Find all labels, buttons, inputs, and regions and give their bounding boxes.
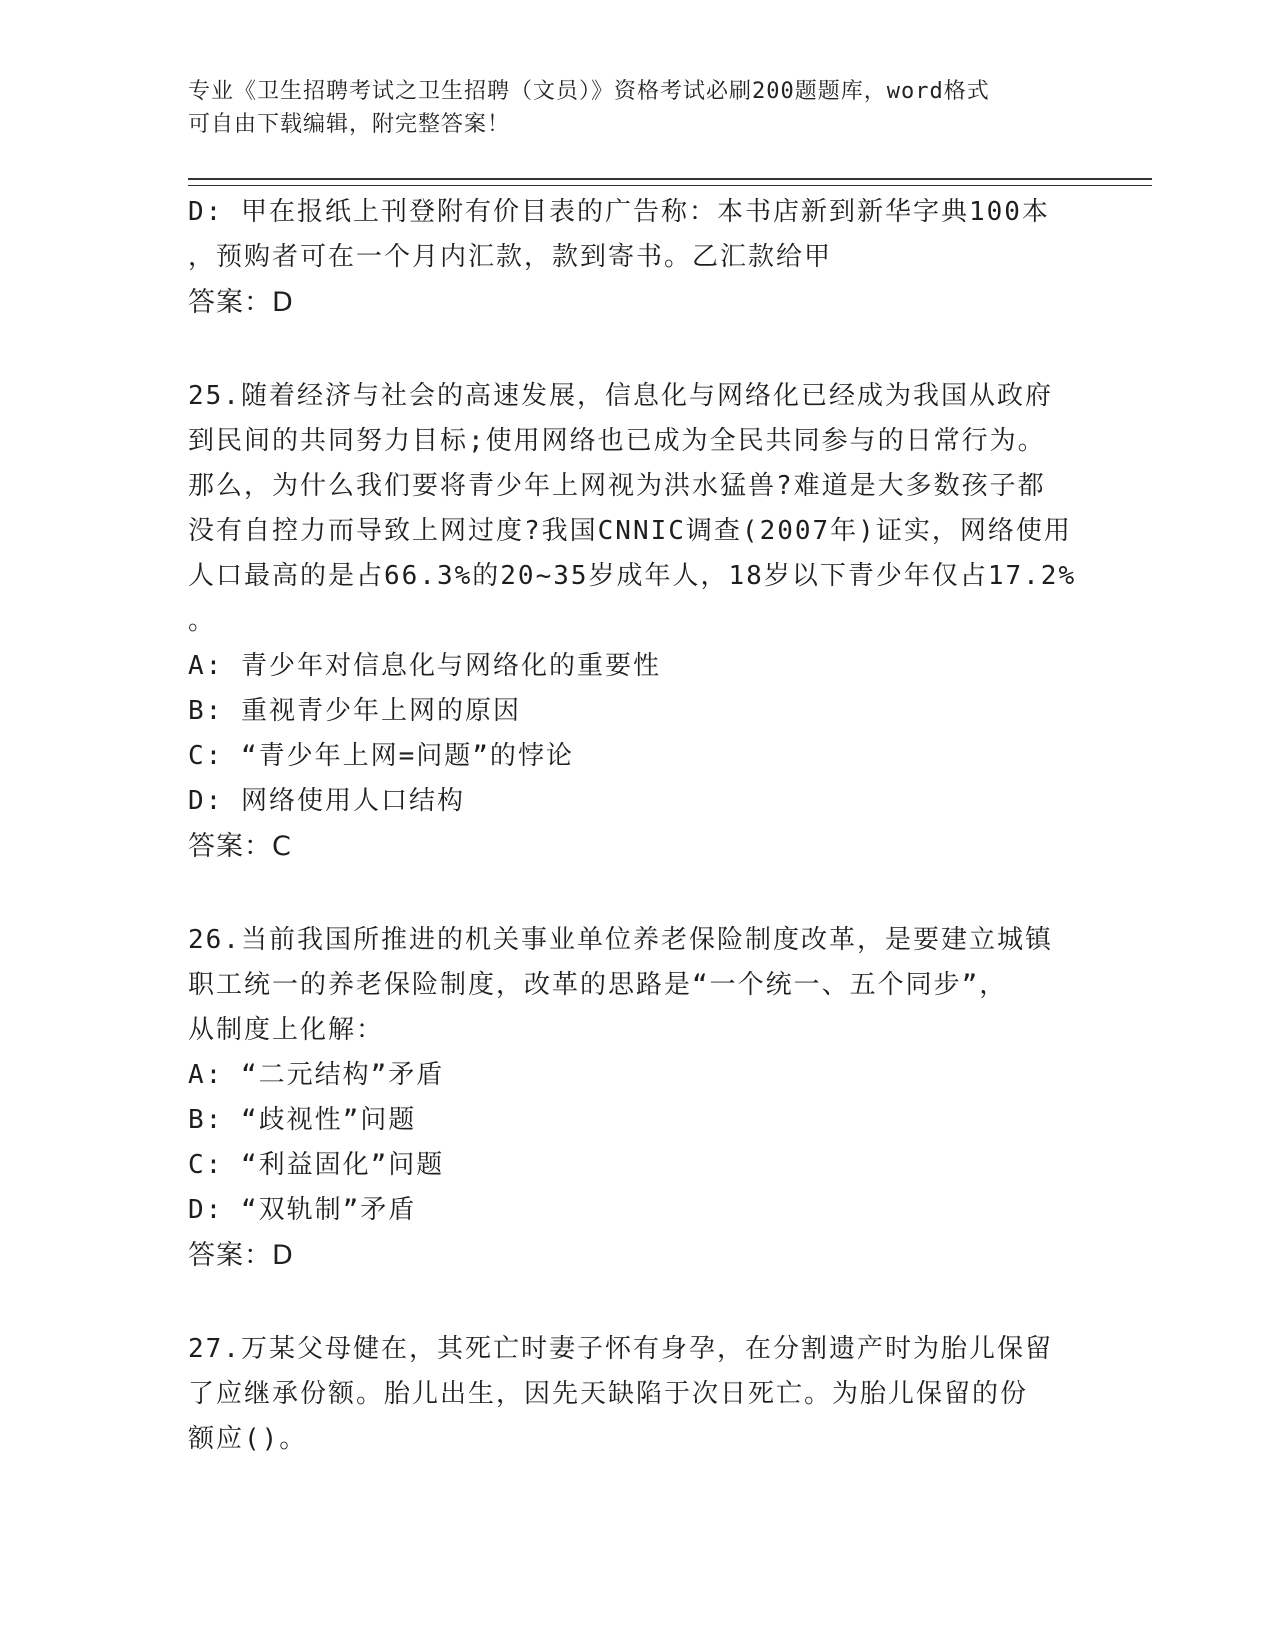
option-d: D: 网络使用人口结构 — [188, 786, 465, 816]
question-stem-line: 26.当前我国所推进的机关事业单位养老保险制度改革，是要建立城镇 — [188, 925, 1053, 955]
question-stem-line: 额应()。 — [188, 1424, 308, 1454]
option-c: C: “青少年上网=问题”的悖论 — [188, 741, 574, 771]
question-26 — [188, 918, 1088, 1279]
option-b: B: “歧视性”问题 — [188, 1105, 417, 1135]
question-spacer — [188, 1279, 1088, 1327]
question-stem-line: 职工统一的养老保险制度，改革的思路是“一个统一、五个同步”， — [188, 970, 1008, 1000]
header-divider — [188, 178, 1152, 186]
question-25 — [188, 374, 1088, 870]
question-stem-line: 从制度上化解： — [188, 1015, 385, 1045]
document-header — [188, 75, 1068, 141]
option-d: D: 甲在报纸上刊登附有价目表的广告称：本书店新到新华字典100本 — [188, 197, 1050, 227]
question-stem-line: 人口最高的是占66.3%的20~35岁成年人，18岁以下青少年仅占17.2% — [188, 561, 1077, 591]
option-a: A: 青少年对信息化与网络化的重要性 — [188, 651, 661, 681]
header-title-line-2: 可自由下载编辑，附完整答案！ — [188, 112, 511, 137]
answer-label: 答案：C — [188, 831, 292, 862]
option-c: C: “利益固化”问题 — [188, 1150, 445, 1180]
option-a: A: “二元结构”矛盾 — [188, 1060, 445, 1090]
question-24 — [188, 190, 1088, 326]
question-stem-line: 。 — [188, 606, 217, 636]
option-d-continued: ，预购者可在一个月内汇款，款到寄书。乙汇款给甲 — [188, 242, 833, 272]
option-b: B: 重视青少年上网的原因 — [188, 696, 521, 726]
question-spacer — [188, 870, 1088, 918]
document-body — [188, 190, 1088, 1462]
question-spacer — [188, 326, 1088, 374]
question-27 — [188, 1327, 1088, 1462]
question-stem-line: 没有自控力而导致上网过度?我国CNNIC调查(2007年)证实，网络使用 — [188, 516, 1072, 546]
question-stem-line: 25.随着经济与社会的高速发展，信息化与网络化已经成为我国从政府 — [188, 381, 1053, 411]
option-d: D: “双轨制”矛盾 — [188, 1195, 417, 1225]
answer-label: 答案：D — [188, 287, 294, 318]
question-stem-line: 27.万某父母健在，其死亡时妻子怀有身孕，在分割遗产时为胎儿保留 — [188, 1334, 1053, 1364]
answer-label: 答案：D — [188, 1240, 294, 1271]
question-stem-line: 了应继承份额。胎儿出生，因先天缺陷于次日死亡。为胎儿保留的份 — [188, 1379, 1029, 1409]
question-stem-line: 那么，为什么我们要将青少年上网视为洪水猛兽?难道是大多数孩子都 — [188, 471, 1046, 501]
question-stem-line: 到民间的共同努力目标;使用网络也已成为全民共同参与的日常行为。 — [188, 426, 1046, 456]
header-title-line-1: 专业《卫生招聘考试之卫生招聘（文员）》资格考试必刷200题题库，word格式 — [188, 79, 990, 104]
